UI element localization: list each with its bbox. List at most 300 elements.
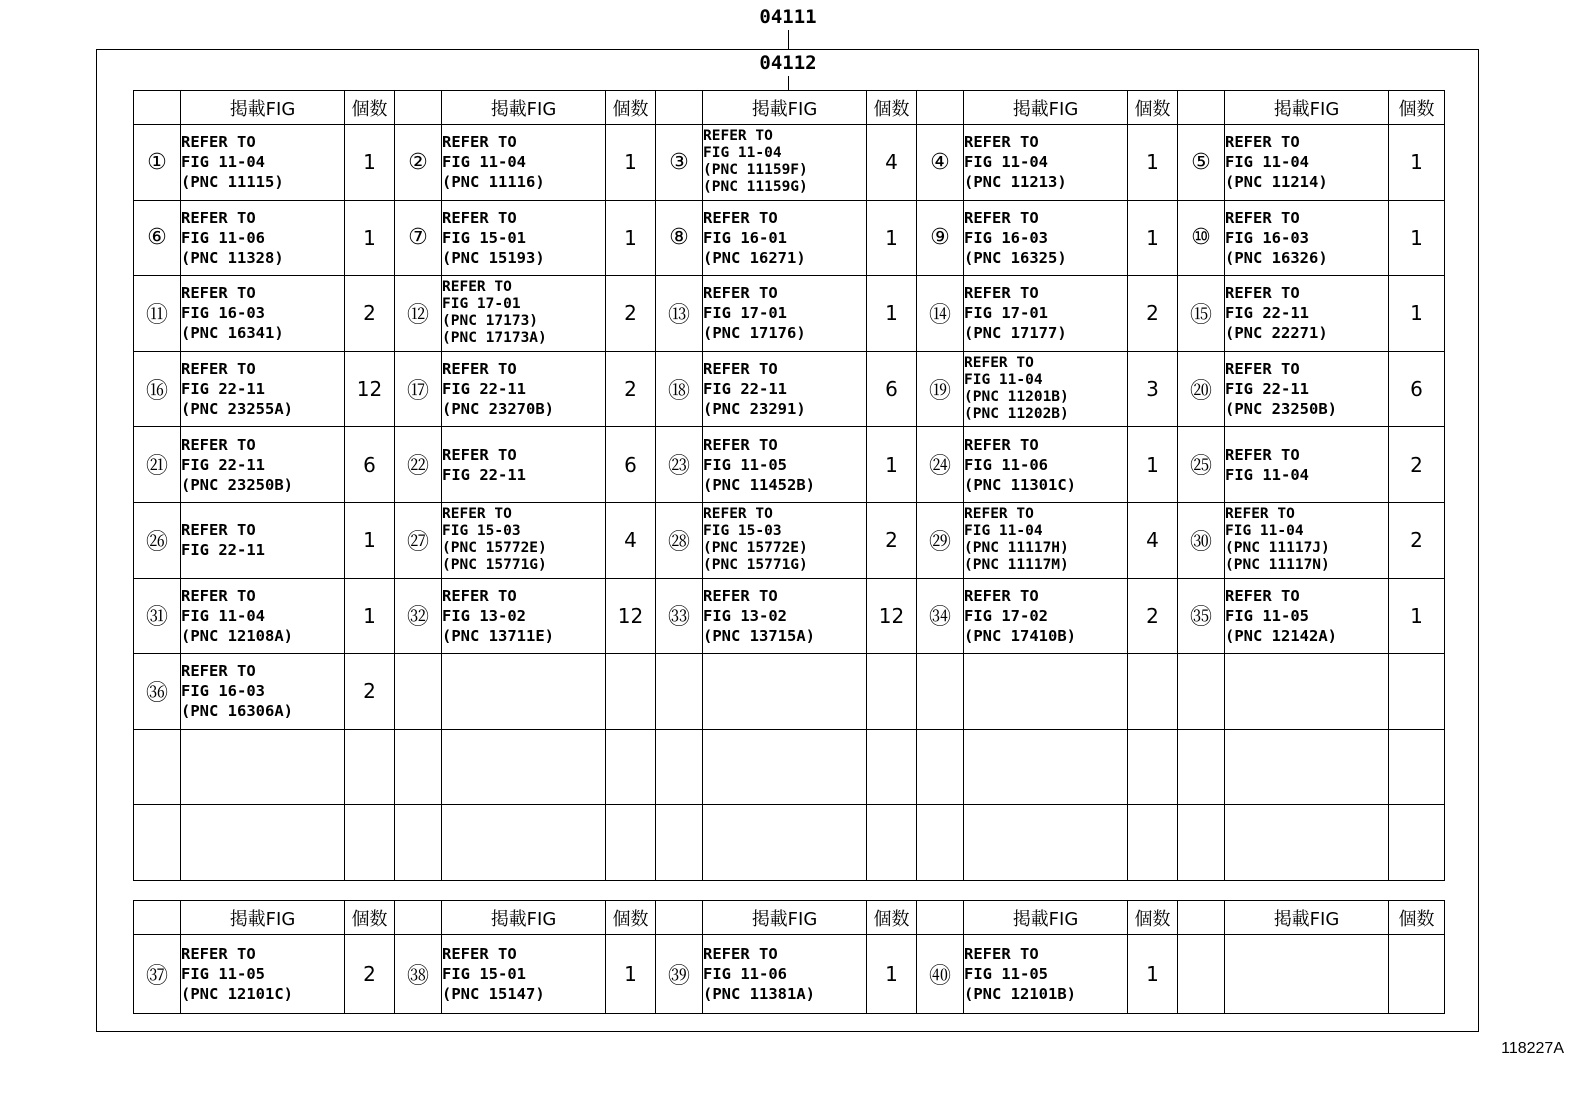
quantity: 1 [606, 935, 656, 1014]
header-index-cell [1178, 91, 1225, 125]
fig-reference-line: REFER TO [1225, 445, 1300, 464]
table-row [134, 351, 1445, 427]
fig-reference-line: REFER TO [1225, 284, 1300, 303]
fig-reference-line: (PNC 16271) [703, 248, 806, 267]
leader-line [788, 76, 789, 90]
fig-reference-line: (PNC 11159F) [703, 162, 808, 179]
fig-reference [442, 351, 606, 427]
quantity [345, 805, 395, 881]
fig-reference-line: FIG 11-04 [1225, 523, 1304, 540]
fig-reference-line: (PNC 16306A) [181, 702, 293, 721]
fig-reference-line: REFER TO [181, 284, 256, 303]
quantity: 1 [345, 502, 395, 578]
fig-reference [703, 276, 867, 352]
quantity: 1 [1389, 125, 1445, 201]
item-number: ⑯ [134, 351, 181, 427]
item-number [395, 729, 442, 805]
fig-reference [442, 200, 606, 276]
item-number [395, 654, 442, 730]
quantity: 4 [606, 502, 656, 578]
fig-reference-line: FIG 11-04 [181, 606, 265, 625]
fig-reference-line: (PNC 23291) [703, 400, 806, 419]
item-number: ㉙ [917, 502, 964, 578]
quantity [867, 805, 917, 881]
fig-reference-line: REFER TO [1225, 360, 1300, 379]
quantity: 2 [345, 276, 395, 352]
item-number: ⑧ [656, 200, 703, 276]
quantity: 1 [1389, 276, 1445, 352]
fig-reference [1225, 805, 1389, 881]
quantity: 2 [606, 351, 656, 427]
quantity [867, 654, 917, 730]
fig-reference [964, 125, 1128, 201]
item-number: ㊵ [917, 935, 964, 1014]
fig-reference-line: FIG 22-11 [442, 465, 526, 484]
fig-reference-line: REFER TO [703, 945, 778, 963]
fig-reference-line: FIG 11-05 [964, 965, 1048, 983]
fig-reference-line: REFER TO [703, 586, 778, 605]
fig-reference [964, 351, 1128, 427]
fig-reference-line: REFER TO [964, 208, 1039, 227]
fig-reference-line: (PNC 15193) [442, 248, 545, 267]
header-fig-label: 掲載FIG [964, 91, 1128, 125]
item-number: ④ [917, 125, 964, 201]
quantity: 6 [1389, 351, 1445, 427]
fig-reference-line: (PNC 11381A) [703, 985, 815, 1003]
item-number: ㊴ [656, 935, 703, 1014]
item-number [1178, 805, 1225, 881]
item-number [917, 654, 964, 730]
fig-reference [703, 502, 867, 578]
fig-reference-line: (PNC 11117J) [1225, 540, 1330, 557]
fig-reference-line: FIG 11-06 [181, 228, 265, 247]
item-number: ⑥ [134, 200, 181, 276]
fig-reference-line: REFER TO [964, 355, 1034, 372]
quantity: 2 [1128, 276, 1178, 352]
quantity [1389, 805, 1445, 881]
table-header [134, 91, 1445, 125]
fig-reference-line: (PNC 11214) [1225, 173, 1328, 192]
quantity: 1 [1128, 427, 1178, 503]
item-number [395, 805, 442, 881]
fig-reference-line: (PNC 11116) [442, 173, 545, 192]
header-fig-label: 掲載FIG [181, 91, 345, 125]
fig-reference [964, 805, 1128, 881]
quantity: 2 [345, 935, 395, 1014]
item-number: ① [134, 125, 181, 201]
fig-reference-line: REFER TO [181, 360, 256, 379]
fig-reference-line: (PNC 12101C) [181, 985, 293, 1003]
item-number [134, 729, 181, 805]
fig-reference [1225, 351, 1389, 427]
fig-reference-line: FIG 11-04 [964, 523, 1043, 540]
fig-reference-line: (PNC 23255A) [181, 400, 293, 419]
quantity: 2 [867, 502, 917, 578]
fig-reference-line: (PNC 11201B) [964, 389, 1069, 406]
header-index-cell [656, 901, 703, 935]
fig-reference-line: FIG 11-06 [964, 455, 1048, 474]
header-qty-label: 個数 [1389, 91, 1445, 125]
fig-reference-line: FIG 15-03 [703, 523, 782, 540]
fig-reference [1225, 935, 1389, 1014]
fig-reference-line: FIG 17-01 [442, 296, 521, 313]
fig-reference [181, 502, 345, 578]
fig-reference [703, 578, 867, 654]
fig-reference [1225, 125, 1389, 201]
quantity: 3 [1128, 351, 1178, 427]
fig-reference-line: (PNC 11328) [181, 248, 284, 267]
table-row [134, 578, 1445, 654]
fig-reference-line: (PNC 16326) [1225, 248, 1328, 267]
fig-reference-line: (PNC 13715A) [703, 626, 815, 645]
fig-reference-line: (PNC 15771G) [442, 557, 547, 574]
fig-reference-line: FIG 22-11 [703, 380, 787, 399]
header-fig-label: 掲載FIG [181, 901, 345, 935]
fig-reference [181, 935, 345, 1014]
quantity: 4 [1128, 502, 1178, 578]
item-number: ㉑ [134, 427, 181, 503]
fig-reference [703, 805, 867, 881]
quantity [1389, 654, 1445, 730]
fig-reference-line: REFER TO [442, 945, 517, 963]
fig-reference [442, 578, 606, 654]
item-number: ㉓ [656, 427, 703, 503]
fig-reference-line: REFER TO [181, 662, 256, 681]
item-number: ⑮ [1178, 276, 1225, 352]
fig-reference [181, 805, 345, 881]
quantity: 4 [867, 125, 917, 201]
fig-reference [703, 200, 867, 276]
fig-reference-line: (PNC 23250B) [181, 475, 293, 494]
quantity [867, 729, 917, 805]
fig-reference-line: REFER TO [964, 945, 1039, 963]
fig-reference [1225, 578, 1389, 654]
header-index-cell [1178, 901, 1225, 935]
item-number [1178, 935, 1225, 1014]
fig-reference-line: REFER TO [703, 435, 778, 454]
fig-reference-line: (PNC 17173) [442, 313, 539, 330]
fig-reference [181, 200, 345, 276]
fig-reference-line: (PNC 16341) [181, 324, 284, 343]
item-number [134, 805, 181, 881]
item-number: ② [395, 125, 442, 201]
item-number: ⑳ [1178, 351, 1225, 427]
quantity: 2 [1128, 578, 1178, 654]
reference-table [133, 90, 1445, 881]
fig-reference [1225, 654, 1389, 730]
fig-reference [964, 200, 1128, 276]
fig-reference-line: (PNC 17410B) [964, 626, 1076, 645]
quantity: 1 [1128, 125, 1178, 201]
fig-reference-line: FIG 15-03 [442, 523, 521, 540]
header-index-cell [134, 901, 181, 935]
fig-reference-line: (PNC 17176) [703, 324, 806, 343]
fig-reference-line: FIG 16-01 [703, 228, 787, 247]
fig-reference-line: (PNC 11452B) [703, 475, 815, 494]
leader-line [788, 30, 789, 49]
item-number [917, 805, 964, 881]
quantity: 2 [1389, 502, 1445, 578]
item-number: ⑤ [1178, 125, 1225, 201]
quantity: 1 [867, 200, 917, 276]
fig-reference-line: (PNC 17177) [964, 324, 1067, 343]
quantity [606, 805, 656, 881]
fig-reference [442, 502, 606, 578]
fig-reference [1225, 427, 1389, 503]
header-index-cell [917, 91, 964, 125]
fig-reference [442, 276, 606, 352]
fig-reference-line: REFER TO [442, 445, 517, 464]
quantity [345, 729, 395, 805]
item-number: ㉞ [917, 578, 964, 654]
fig-reference [181, 729, 345, 805]
fig-reference-line: FIG 13-02 [703, 606, 787, 625]
fig-reference-line: FIG 11-05 [1225, 606, 1309, 625]
fig-reference [1225, 729, 1389, 805]
fig-reference [703, 654, 867, 730]
header-qty-label: 個数 [345, 91, 395, 125]
fig-reference [442, 654, 606, 730]
quantity: 1 [867, 427, 917, 503]
item-number: ⑭ [917, 276, 964, 352]
header-qty-label: 個数 [1128, 91, 1178, 125]
table-row [134, 502, 1445, 578]
fig-reference-line: REFER TO [181, 521, 256, 540]
fig-reference [1225, 276, 1389, 352]
fig-reference-line: REFER TO [703, 506, 773, 523]
fig-reference-line: FIG 11-04 [703, 145, 782, 162]
fig-reference-line: REFER TO [442, 360, 517, 379]
quantity: 2 [1389, 427, 1445, 503]
fig-reference-line: (PNC 11202B) [964, 406, 1069, 423]
fig-reference-line: (PNC 11213) [964, 173, 1067, 192]
fig-reference-line: FIG 15-01 [442, 228, 526, 247]
drawing-id: 118227A [1501, 1040, 1564, 1057]
fig-reference-line: FIG 11-04 [1225, 153, 1309, 172]
item-number: ㉔ [917, 427, 964, 503]
fig-reference-line: REFER TO [181, 945, 256, 963]
fig-reference-line: (PNC 11115) [181, 173, 284, 192]
fig-reference [964, 654, 1128, 730]
fig-reference-line: FIG 11-04 [964, 153, 1048, 172]
fig-reference-line: FIG 11-05 [181, 965, 265, 983]
fig-reference-line: (PNC 11117M) [964, 557, 1069, 574]
fig-reference-line: REFER TO [442, 133, 517, 152]
quantity: 1 [867, 276, 917, 352]
fig-reference-line: REFER TO [442, 279, 512, 296]
fig-reference [964, 502, 1128, 578]
fig-reference [703, 729, 867, 805]
fig-reference-line: REFER TO [964, 586, 1039, 605]
fig-reference-line: FIG 17-02 [964, 606, 1048, 625]
item-number: ⑪ [134, 276, 181, 352]
fig-reference [964, 276, 1128, 352]
quantity: 12 [606, 578, 656, 654]
item-number: ⑲ [917, 351, 964, 427]
quantity: 1 [606, 200, 656, 276]
child-part-code: 04112 [759, 52, 817, 74]
fig-reference [703, 935, 867, 1014]
quantity: 1 [867, 935, 917, 1014]
quantity: 2 [606, 276, 656, 352]
fig-reference-line: FIG 11-04 [181, 153, 265, 172]
fig-reference-line: REFER TO [964, 284, 1039, 303]
fig-reference [442, 805, 606, 881]
item-number: ㉖ [134, 502, 181, 578]
fig-reference-line: REFER TO [964, 506, 1034, 523]
header-qty-label: 個数 [606, 91, 656, 125]
fig-reference-line: (PNC 11301C) [964, 475, 1076, 494]
fig-reference-line: REFER TO [181, 435, 256, 454]
table-header [134, 901, 1445, 935]
fig-reference-line: REFER TO [181, 133, 256, 152]
quantity [1128, 805, 1178, 881]
quantity: 12 [867, 578, 917, 654]
fig-reference-line: REFER TO [181, 586, 256, 605]
fig-reference-line: REFER TO [964, 133, 1039, 152]
item-number [656, 654, 703, 730]
quantity: 6 [345, 427, 395, 503]
fig-reference-line: FIG 22-11 [442, 380, 526, 399]
fig-reference [442, 729, 606, 805]
fig-reference-line: (PNC 23250B) [1225, 400, 1337, 419]
quantity [1389, 935, 1445, 1014]
header-qty-label: 個数 [867, 901, 917, 935]
header-index-cell [395, 901, 442, 935]
table-row [134, 125, 1445, 201]
fig-reference-line: FIG 17-01 [964, 304, 1048, 323]
fig-reference-line: FIG 16-03 [1225, 228, 1309, 247]
header-qty-label: 個数 [1389, 901, 1445, 935]
header-index-cell [917, 901, 964, 935]
fig-reference-line: (PNC 15147) [442, 985, 545, 1003]
quantity: 6 [606, 427, 656, 503]
fig-reference-line: REFER TO [1225, 133, 1300, 152]
fig-reference [181, 351, 345, 427]
table-row [134, 276, 1445, 352]
fig-reference-line: (PNC 15771G) [703, 557, 808, 574]
table-row [134, 654, 1445, 730]
item-number: ㉟ [1178, 578, 1225, 654]
quantity: 1 [1389, 200, 1445, 276]
fig-reference-line: REFER TO [703, 208, 778, 227]
fig-reference-line: REFER TO [442, 208, 517, 227]
item-number [917, 729, 964, 805]
fig-reference-line: (PNC 11117N) [1225, 557, 1330, 574]
fig-reference-line: FIG 11-04 [964, 372, 1043, 389]
fig-reference [703, 351, 867, 427]
header-qty-label: 個数 [867, 91, 917, 125]
header-fig-label: 掲載FIG [703, 901, 867, 935]
quantity: 1 [606, 125, 656, 201]
item-number: ㊱ [134, 654, 181, 730]
item-number: ㉗ [395, 502, 442, 578]
fig-reference-line: (PNC 11117H) [964, 540, 1069, 557]
header-qty-label: 個数 [606, 901, 656, 935]
item-number: ㊲ [134, 935, 181, 1014]
fig-reference-line: FIG 22-11 [1225, 380, 1309, 399]
item-number: ⑦ [395, 200, 442, 276]
item-number: ㉛ [134, 578, 181, 654]
fig-reference-line: REFER TO [703, 284, 778, 303]
fig-reference-line: (PNC 15772E) [442, 540, 547, 557]
header-fig-label: 掲載FIG [703, 91, 867, 125]
fig-reference-line: REFER TO [1225, 208, 1300, 227]
fig-reference-line: FIG 16-03 [964, 228, 1048, 247]
quantity: 1 [1128, 935, 1178, 1014]
parent-part-code: 04111 [759, 6, 817, 28]
fig-reference-line: FIG 11-05 [703, 455, 787, 474]
fig-reference-line: FIG 16-03 [181, 682, 265, 701]
header-fig-label: 掲載FIG [1225, 91, 1389, 125]
item-number: ㉘ [656, 502, 703, 578]
fig-reference [181, 276, 345, 352]
item-number: ⑱ [656, 351, 703, 427]
fig-reference-line: FIG 22-11 [181, 455, 265, 474]
quantity: 1 [1128, 200, 1178, 276]
fig-reference-line: FIG 22-11 [181, 380, 265, 399]
fig-reference-line: FIG 22-11 [181, 541, 265, 560]
fig-reference [181, 125, 345, 201]
quantity: 2 [345, 654, 395, 730]
fig-reference [181, 578, 345, 654]
fig-reference-line: (PNC 11159G) [703, 179, 808, 196]
fig-reference-line: FIG 11-04 [442, 153, 526, 172]
table-row [134, 427, 1445, 503]
fig-reference [442, 427, 606, 503]
quantity: 1 [345, 125, 395, 201]
header-index-cell [134, 91, 181, 125]
fig-reference-line: FIG 22-11 [1225, 304, 1309, 323]
fig-reference-line: REFER TO [442, 506, 512, 523]
fig-reference-line: REFER TO [181, 208, 256, 227]
item-number: ⑫ [395, 276, 442, 352]
header-fig-label: 掲載FIG [442, 901, 606, 935]
quantity [1128, 654, 1178, 730]
item-number: ⑰ [395, 351, 442, 427]
table-row [134, 200, 1445, 276]
item-number: ㊳ [395, 935, 442, 1014]
item-number [656, 729, 703, 805]
fig-reference [1225, 502, 1389, 578]
table-row [134, 935, 1445, 1014]
item-number: ⑩ [1178, 200, 1225, 276]
quantity: 1 [345, 200, 395, 276]
fig-reference [703, 125, 867, 201]
fig-reference [964, 578, 1128, 654]
fig-reference-line: REFER TO [703, 360, 778, 379]
item-number: ㉕ [1178, 427, 1225, 503]
fig-reference-line: FIG 11-06 [703, 965, 787, 983]
item-number: ③ [656, 125, 703, 201]
fig-reference-line: (PNC 22271) [1225, 324, 1328, 343]
item-number [1178, 654, 1225, 730]
header-qty-label: 個数 [1128, 901, 1178, 935]
fig-reference [181, 427, 345, 503]
header-index-cell [656, 91, 703, 125]
item-number [656, 805, 703, 881]
quantity [1128, 729, 1178, 805]
quantity [606, 729, 656, 805]
quantity: 1 [1389, 578, 1445, 654]
item-number: ㉒ [395, 427, 442, 503]
fig-reference-line: (PNC 12108A) [181, 626, 293, 645]
header-fig-label: 掲載FIG [964, 901, 1128, 935]
fig-reference-line: REFER TO [1225, 586, 1300, 605]
fig-reference-line: (PNC 12101B) [964, 985, 1076, 1003]
item-number: ㉜ [395, 578, 442, 654]
fig-reference-line: (PNC 17173A) [442, 330, 547, 347]
